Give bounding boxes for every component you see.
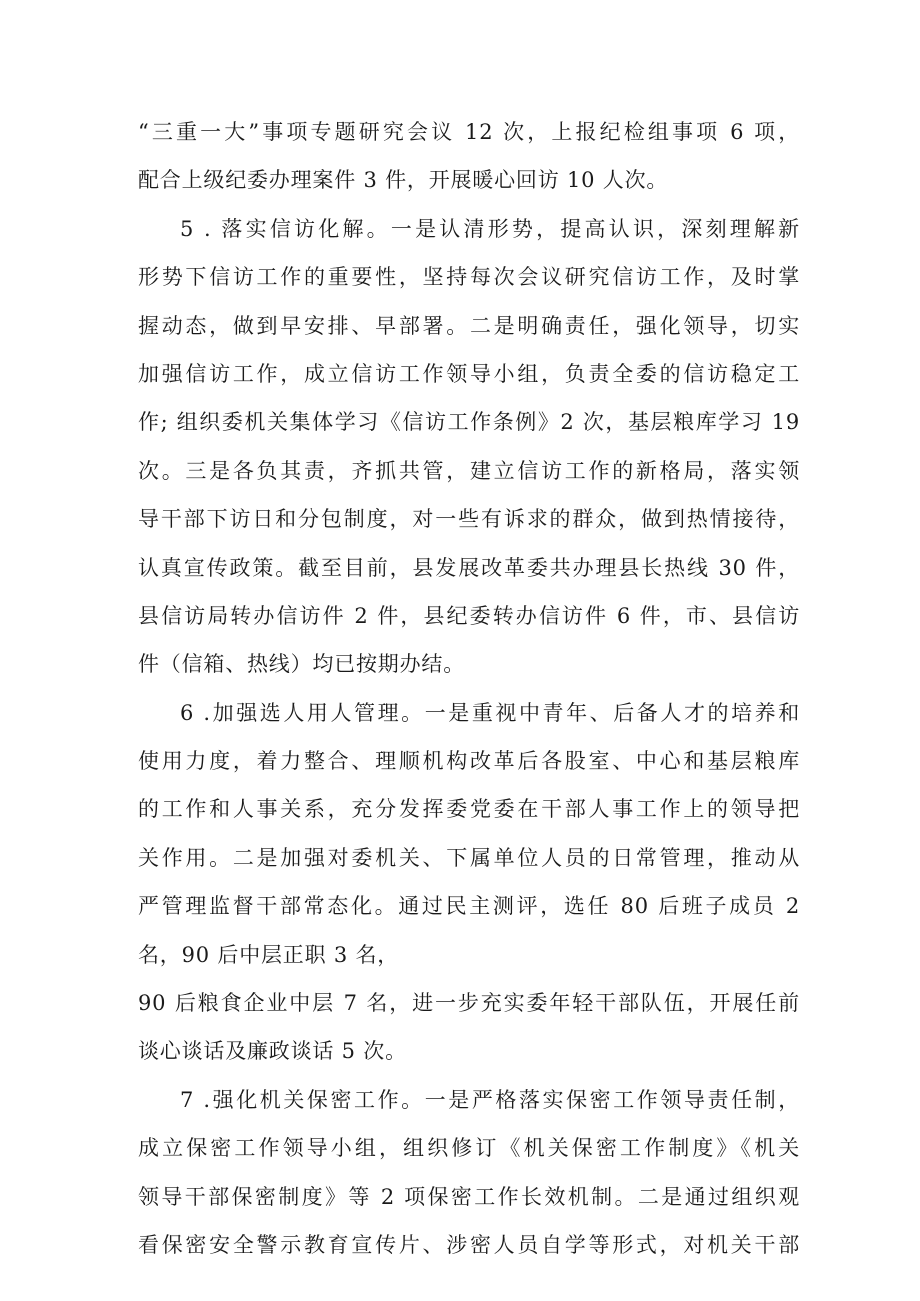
text-line: 关作用。二是加强对委机关、下属单位人员的日常管理，推动从 [138,845,800,870]
paragraph-5 [138,205,800,689]
text-line: 件（信箱、热线）均已按期办结。 [138,652,465,677]
text-line: 配合上级纪委办理案件 3 件，开展暖心回访 10 人次。 [138,168,669,193]
text-line: 名，90 后中层正职 3 名， [138,942,400,967]
text-line: 县信访局转办信访件 2 件，县纪委转办信访件 6 件，市、县信访 [138,603,800,628]
document-body [138,108,800,1269]
text-line: 握动态，做到早安排、早部署。二是明确责任，强化领导，切实 [138,313,800,338]
paragraph-continuation [138,108,800,205]
text-line: 7 .强化机关保密工作。一是严格落实保密工作领导责任制， [180,1087,800,1112]
text-line: 使用力度，着力整合、理顺机构改革后各股室、中心和基层粮库 [138,749,800,774]
text-line: 6 .加强选人用人管理。一是重视中青年、后备人才的培养和 [180,700,800,725]
text-line: 谈心谈话及廉政谈话 5 次。 [138,1039,407,1064]
text-line: 形势下信访工作的重要性，坚持每次会议研究信访工作，及时掌 [138,265,800,290]
text-line: 次。三是各负其责，齐抓共管，建立信访工作的新格局，落实领 [138,458,800,483]
text-line: 看保密安全警示教育宣传片、涉密人员自学等形式，对机关干部 [138,1232,800,1257]
text-line: 领导干部保密制度》等 2 项保密工作长效机制。二是通过组织观 [138,1184,800,1209]
text-line: 5 . 落实信访化解。一是认清形势，提高认识，深刻理解新 [180,216,800,241]
text-line: 认真宣传政策。截至目前，县发展改革委共办理县长热线 30 件， [138,555,800,580]
paragraph-7 [138,1076,800,1270]
text-line: 的工作和人事关系，充分发挥委党委在干部人事工作上的领导把 [138,797,800,822]
text-line: 成立保密工作领导小组，组织修订《机关保密工作制度》《机关 [138,1136,800,1161]
text-line: 加强信访工作，成立信访工作领导小组，负责全委的信访稳定工 [138,361,800,386]
text-line: 严管理监督干部常态化。通过民主测评，选任 80 后班子成员 2 [138,894,800,919]
paragraph-6 [138,689,800,1076]
text-line: 90 后粮食企业中层 7 名，进一步充实委年轻干部队伍，开展任前 [138,991,800,1016]
text-line: 导干部下访日和分包制度，对一些有诉求的群众，做到热情接待， [138,507,800,532]
text-line: 作; 组织委机关集体学习《信访工作条例》2 次，基层粮库学习 19 [138,410,800,435]
text-line: “三重一大”事项专题研究会议 12 次，上报纪检组事项 6 项， [138,120,800,144]
